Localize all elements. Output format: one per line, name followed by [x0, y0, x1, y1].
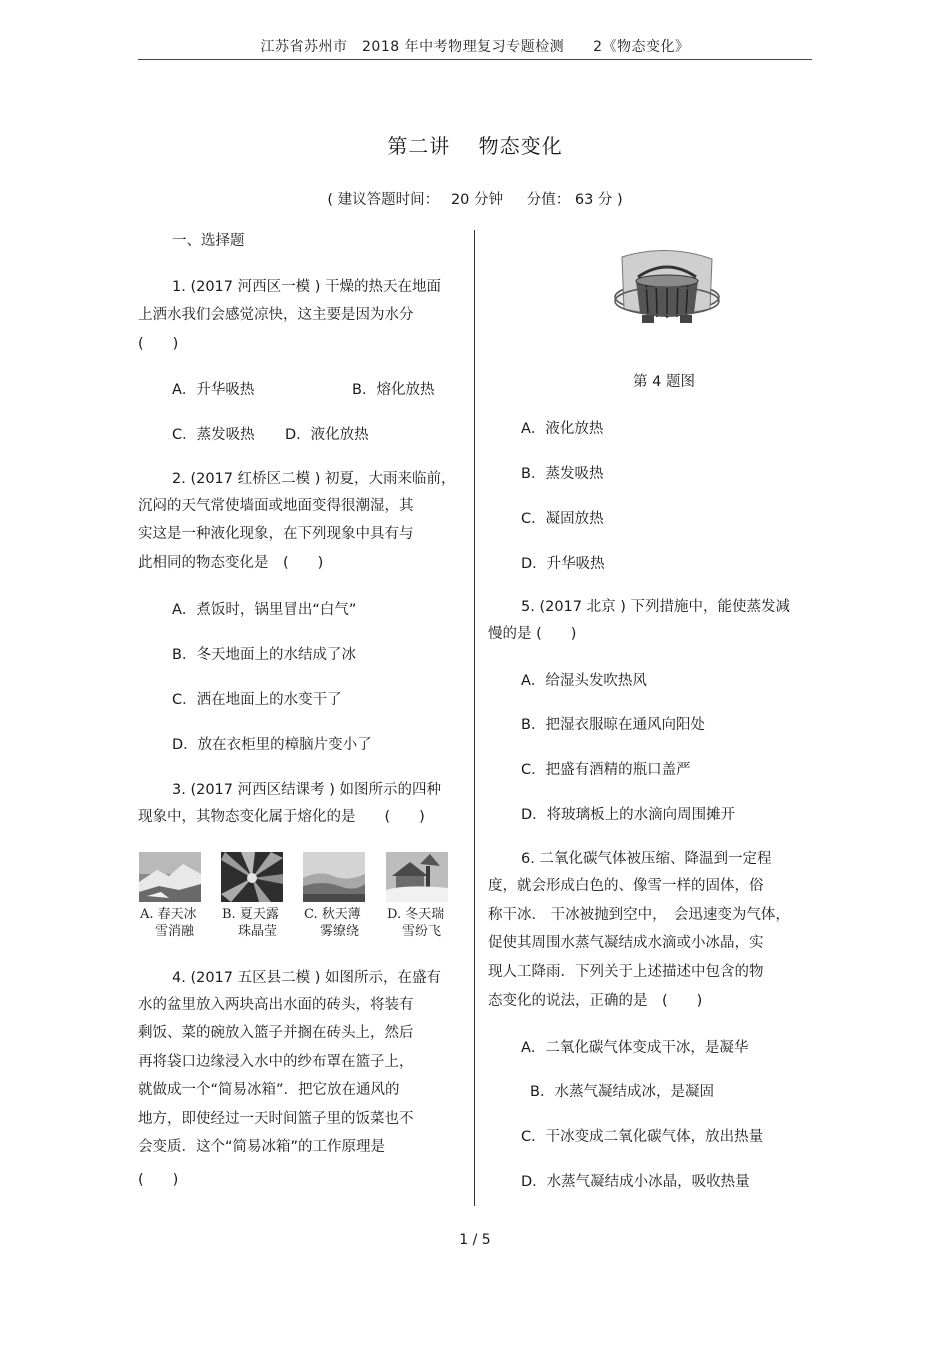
photo-autumn-fog [303, 852, 365, 902]
q4-line: 水的盆里放入两块高出水面的砖头，将装有 [138, 997, 414, 1013]
figure-caption: 第 4 题图 [633, 374, 695, 390]
section-heading: 一、选择题 [172, 233, 245, 249]
q6-option-d: D．水蒸气凝结成小冰晶，吸收热量 [521, 1174, 750, 1190]
q5-option-a: A．给湿头发吹热风 [521, 673, 647, 689]
q2-line: 2. (2017 红桥区二模 ) 初夏，大雨来临前， [172, 471, 456, 487]
q4-option-a: A．液化放热 [521, 421, 604, 437]
q3-caption-b-line1: B. 夏天露 [222, 907, 279, 922]
q6-option-a: A．二氧化碳气体变成干冰，是凝华 [521, 1040, 749, 1056]
q4-option-c: C．凝固放热 [521, 511, 604, 527]
q4-line: 再将袋口边缘浸入水中的纱布罩在篮子上， [138, 1054, 414, 1070]
page-title: 第二讲 物态变化 [387, 134, 563, 158]
header-divider [138, 59, 812, 60]
q4-line: ( ) [138, 1172, 179, 1188]
q6-line: 度，就会形成白色的、像雪一样的固体，俗 [488, 878, 764, 894]
q5-option-d: D．将玻璃板上的水滴向周围摊开 [521, 807, 736, 823]
q6-option-c: C．干冰变成二氧化碳气体，放出热量 [521, 1129, 764, 1145]
q3-caption-a-line1: A. 春天冰 [140, 907, 197, 922]
q2-line: 沉闷的天气常使墙面或地面变得很潮湿，其 [138, 498, 414, 514]
q6-line: 现人工降雨．下列关于上述描述中包含的物 [488, 964, 764, 980]
q3-caption-d-line1: D. 冬天瑞 [387, 907, 445, 922]
q2-option-d: D．放在衣柜里的樟脑片变小了 [172, 737, 372, 753]
q4-option-d: D．升华吸热 [521, 556, 605, 572]
q6-line: 态变化的说法，正确的是 ( ) [488, 993, 703, 1009]
q1-line: 上洒水我们会感觉凉快，这主要是因为水分 [138, 307, 414, 323]
q1-option-a: A．升华吸热 [172, 382, 255, 398]
q4-line: 地方，即使经过一天时间篮子里的饭菜也不 [138, 1111, 414, 1127]
q1-line: ( ) [138, 336, 179, 352]
q5-line: 慢的是 ( ) [488, 626, 577, 642]
q5-line: 5. (2017 北京 ) 下列措施中，能使蒸发减 [521, 599, 790, 615]
q6-line: 称干冰． 干冰被抛到空中， 会迅速变为气体， [488, 907, 790, 923]
page-header: 江苏省苏州市 2018 年中考物理复习专题检测 2《物态变化》 [260, 39, 690, 55]
q3-caption-c-line1: C. 秋天薄 [304, 907, 361, 922]
q4-line: 4. (2017 五区县二模 ) 如图所示，在盛有 [172, 970, 441, 986]
q5-option-c: C．把盛有酒精的瓶口盖严 [521, 762, 691, 778]
photo-dewdrop-leaf [221, 852, 283, 902]
q2-line: 此相同的物态变化是 ( ) [138, 555, 324, 571]
q1-option-c: C．蒸发吸热 [172, 427, 255, 443]
q1-line: 1. (2017 河西区一模 ) 干燥的热天在地面 [172, 279, 441, 295]
q4-line: 就做成一个“简易冰箱”．把它放在通风的 [138, 1082, 400, 1098]
q4-option-b: B．蒸发吸热 [521, 466, 604, 482]
q6-line: 6. 二氧化碳气体被压缩、降温到一定程 [521, 851, 772, 867]
q2-option-a: A．煮饭时，锅里冒出“白气” [172, 602, 357, 618]
photo-winter-snow [386, 852, 448, 902]
q6-line: 促使其周围水蒸气凝结成水滴或小冰晶，实 [488, 935, 764, 951]
q4-line: 会变质．这个“简易冰箱”的工作原理是 [138, 1139, 386, 1155]
q3-caption-b-line2: 珠晶莹 [238, 924, 278, 939]
column-divider [474, 230, 475, 1206]
q3-caption-d-line2: 雪纷飞 [402, 924, 442, 939]
q3-line: 现象中，其物态变化属于熔化的是 ( ) [138, 809, 425, 825]
q1-option-b: B．熔化放热 [352, 382, 435, 398]
photo-melting-snow [139, 852, 201, 902]
figure-simple-fridge [612, 247, 722, 332]
q2-line: 实这是一种液化现象，在下列现象中具有与 [138, 526, 414, 542]
q6-option-b: B．水蒸气凝结成冰，是凝固 [530, 1084, 714, 1100]
q2-option-c: C．洒在地面上的水变干了 [172, 692, 342, 708]
q3-caption-c-line2: 雾缭绕 [320, 924, 360, 939]
q3-line: 3. (2017 河西区结课考 ) 如图所示的四种 [172, 782, 441, 798]
q3-caption-a-line2: 雪消融 [155, 924, 195, 939]
page-subtitle: ( 建议答题时间： 20 分钟 分值： 63 分 ) [327, 192, 623, 208]
q4-line: 剩饭、菜的碗放入篮子并搁在砖头上，然后 [138, 1025, 414, 1041]
q5-option-b: B．把湿衣服晾在通风向阳处 [521, 717, 705, 733]
page-number: 1 / 5 [459, 1232, 491, 1248]
q2-option-b: B．冬天地面上的水结成了冰 [172, 647, 356, 663]
q1-option-d: D．液化放热 [285, 427, 369, 443]
